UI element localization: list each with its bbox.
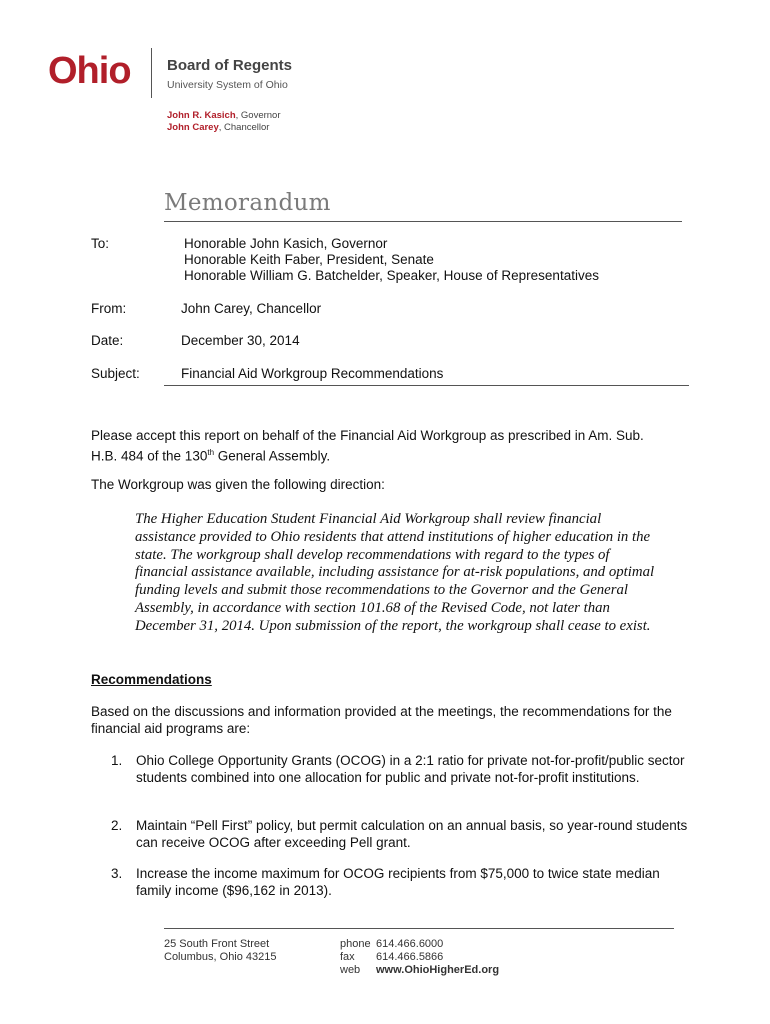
footer-address-1: 25 South Front Street: [164, 938, 270, 950]
footer-address-2: Columbus, Ohio 43215: [164, 951, 277, 963]
chancellor-name: John Carey: [167, 122, 219, 133]
footer-phone-value: 614.466.6000: [376, 938, 444, 950]
to-label: To:: [91, 236, 110, 251]
chancellor-title: , Chancellor: [218, 122, 270, 133]
to-recipient-3: Honorable William G. Batchelder, Speaker, House of Representatives: [184, 268, 599, 283]
memo-title-rule: [164, 221, 682, 222]
date-value: December 30, 2014: [181, 333, 300, 348]
org-subtitle: University System of Ohio: [167, 79, 288, 91]
governor-name: John R. Kasich: [167, 110, 236, 121]
to-recipient-2: Honorable Keith Faber, President, Senate: [184, 252, 434, 267]
footer-web-link[interactable]: www.OhioHigherEd.org: [376, 964, 500, 976]
footer-fax-label: fax: [340, 951, 355, 963]
list-item-number: 2.: [111, 818, 123, 833]
from-value: John Carey, Chancellor: [181, 301, 322, 316]
to-recipient-1: Honorable John Kasich, Governor: [184, 236, 388, 251]
list-item-text: Maintain “Pell First” policy, but permit calculation on an annual basis, so year-round students can receive OCOG after exceeding Pell grant.: [136, 818, 688, 850]
subject-rule: [164, 385, 689, 386]
intro-paragraph: [91, 428, 666, 465]
list-item-text: Increase the income maximum for OCOG recipients from $75,000 to twice state median family income ($96,162 in 2013).: [136, 866, 660, 898]
footer-rule: [164, 928, 674, 929]
footer-web-label: web: [340, 964, 361, 976]
logo-divider: [151, 48, 152, 98]
footer-fax-value: 614.466.5866: [376, 951, 444, 963]
footer-phone-label: phone: [340, 938, 371, 950]
chancellor-line: [167, 122, 269, 133]
intro-text-2: General Assembly.: [214, 448, 331, 463]
statutory-quote: The Higher Education Student Financial Aid Workgroup shall review financial assistance provided to Ohio residents that attend institutions of higher education in the state. The workgroup shall develop recommendations with regard to the types of financial assistance available, including assistance for at-risk populations, and optimal funding levels and submit those recommendations to the Governor and the General Assembly, in accordance with section 101.68 of the Revised Code, not later than December 31, 2014. Upon submission of the report, the workgroup shall cease to exist.: [135, 511, 655, 634]
org-name: Board of Regents: [167, 57, 293, 74]
subject-value: Financial Aid Workgroup Recommendations: [181, 366, 444, 381]
from-label: From:: [91, 301, 127, 316]
list-item-number: 3.: [111, 866, 123, 881]
date-label: Date:: [91, 333, 124, 348]
memo-title: Memorandum: [164, 190, 331, 216]
intro-text-1: Please accept this report on behalf of the Financial Aid Workgroup as prescribed in Am. Sub. H.B. 484 of the 130: [91, 428, 644, 463]
list-item-number: 1.: [111, 753, 123, 768]
governor-title: , Governor: [235, 110, 281, 121]
recommendations-heading: Recommendations: [91, 672, 212, 687]
subject-label: Subject:: [91, 366, 140, 381]
ohio-logo: Ohio: [48, 50, 131, 92]
direction-paragraph: The Workgroup was given the following direction:: [91, 477, 385, 492]
intro-superscript: th: [207, 447, 215, 457]
recommendations-intro: Based on the discussions and information provided at the meetings, the recommendations for the financial aid programs are:: [91, 704, 672, 736]
governor-line: [167, 110, 281, 121]
list-item-text: Ohio College Opportunity Grants (OCOG) in a 2:1 ratio for private not-for-profit/public sector students combined into one allocation for public and private not-for-profit institutions.: [136, 753, 685, 785]
